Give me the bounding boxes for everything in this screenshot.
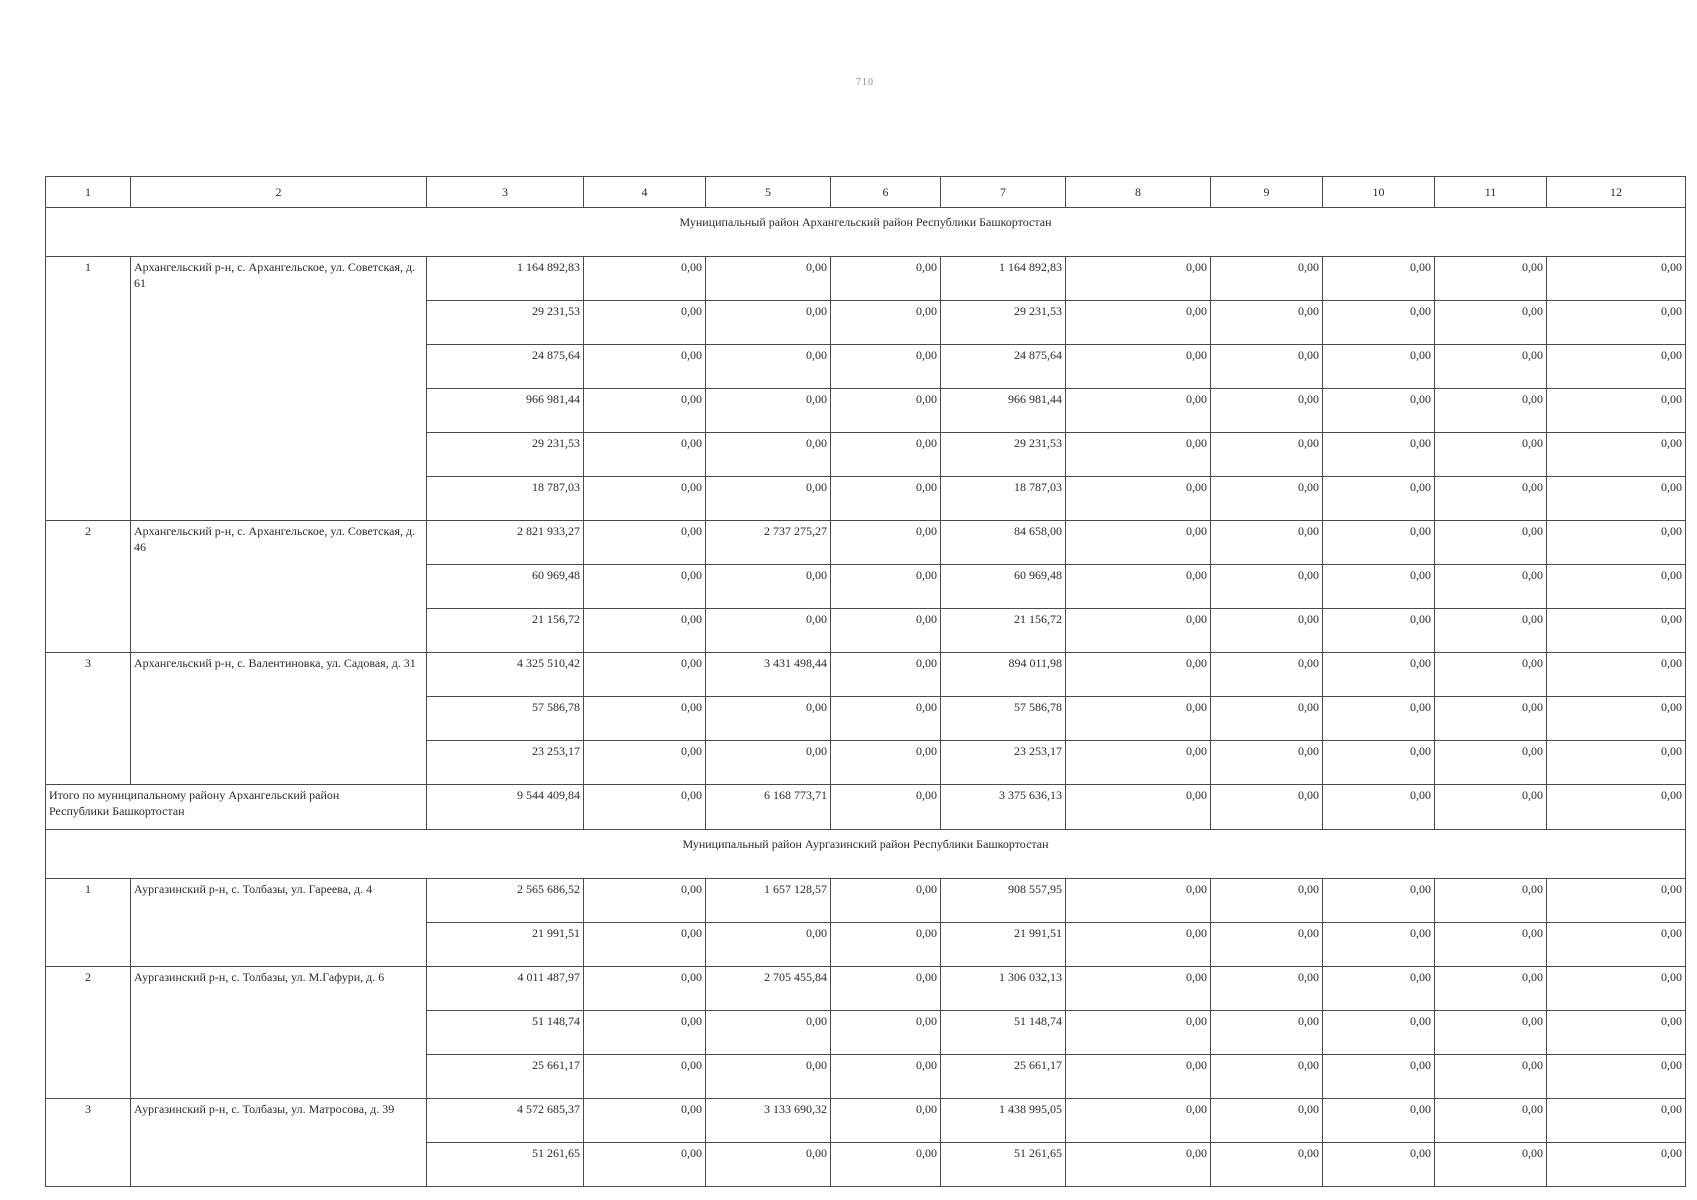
total-label: Итого по муниципальному району Архангельский район Республики Башкортостан [49,788,340,818]
value-cell: 0,00 [831,345,941,389]
value-cell: 0,00 [1211,923,1323,967]
value-cell: 0,00 [1435,967,1547,1011]
total-value-cell: 0,00 [1435,785,1547,830]
value-cell: 0,00 [584,1099,706,1143]
value-cell: 0,00 [1211,1011,1323,1055]
value-cell: 0,00 [706,1143,831,1187]
value-cell: 0,00 [1435,609,1547,653]
value-cell: 21 991,51 [427,923,584,967]
value-cell: 0,00 [1435,1011,1547,1055]
value-cell: 0,00 [831,301,941,345]
value-cell: 0,00 [1435,741,1547,785]
value-cell: 0,00 [831,741,941,785]
value-cell: 23 253,17 [427,741,584,785]
value-cell: 0,00 [1547,879,1686,923]
table-row [46,879,1686,923]
value-cell: 0,00 [831,433,941,477]
value-cell: 0,00 [1435,521,1547,565]
value-cell: 0,00 [1323,521,1435,565]
value-cell: 0,00 [831,609,941,653]
table-row [46,1099,1686,1143]
value-cell: 0,00 [1211,741,1323,785]
value-cell: 0,00 [1547,345,1686,389]
value-cell: 57 586,78 [427,697,584,741]
value-cell: 0,00 [1323,389,1435,433]
value-cell: 0,00 [1323,967,1435,1011]
value-cell: 0,00 [1435,653,1547,697]
value-cell: 0,00 [831,1099,941,1143]
value-cell: 0,00 [1547,653,1686,697]
total-value-cell: 0,00 [831,785,941,830]
value-cell: 0,00 [1323,697,1435,741]
value-cell: 0,00 [831,967,941,1011]
value-cell: 24 875,64 [941,345,1066,389]
value-cell: 0,00 [706,1055,831,1099]
table-row [46,257,1686,301]
value-cell: 0,00 [706,433,831,477]
value-cell: 0,00 [831,477,941,521]
value-cell: 894 011,98 [941,653,1066,697]
value-cell: 0,00 [584,1055,706,1099]
value-cell: 0,00 [1211,521,1323,565]
row-number: 2 [46,967,131,1099]
value-cell: 0,00 [706,1011,831,1055]
value-cell: 966 981,44 [941,389,1066,433]
value-cell: 0,00 [1066,1099,1211,1143]
value-cell: 1 657 128,57 [706,879,831,923]
value-cell: 0,00 [1066,389,1211,433]
value-cell: 0,00 [584,565,706,609]
value-cell: 0,00 [706,345,831,389]
address-cell [131,967,427,1099]
value-cell: 0,00 [1211,257,1323,301]
address-text: Архангельский р-н, с. Архангельское, ул. Советская, д. 61 [134,260,416,290]
value-cell: 0,00 [1211,1099,1323,1143]
value-cell: 0,00 [831,1011,941,1055]
value-cell: 0,00 [1066,653,1211,697]
value-cell: 0,00 [1066,433,1211,477]
value-cell: 0,00 [1323,565,1435,609]
value-cell: 0,00 [1323,923,1435,967]
column-header: 12 [1547,177,1686,208]
value-cell: 0,00 [831,653,941,697]
value-cell: 0,00 [1066,565,1211,609]
value-cell: 0,00 [831,697,941,741]
value-cell: 0,00 [1547,1143,1686,1187]
value-cell: 0,00 [831,1055,941,1099]
value-cell: 0,00 [831,923,941,967]
value-cell: 0,00 [584,345,706,389]
value-cell: 23 253,17 [941,741,1066,785]
value-cell: 2 737 275,27 [706,521,831,565]
total-row [46,785,1686,830]
section-title-row [46,830,1686,879]
value-cell: 1 164 892,83 [427,257,584,301]
value-cell: 0,00 [1547,301,1686,345]
value-cell: 0,00 [831,879,941,923]
value-cell: 0,00 [1323,1055,1435,1099]
value-cell: 2 565 686,52 [427,879,584,923]
address-cell [131,653,427,785]
value-cell: 0,00 [584,653,706,697]
value-cell: 0,00 [1211,433,1323,477]
value-cell: 0,00 [584,967,706,1011]
value-cell: 51 261,65 [941,1143,1066,1187]
value-cell: 0,00 [1066,301,1211,345]
column-header: 9 [1211,177,1323,208]
column-header-row [46,177,1686,208]
column-header: 6 [831,177,941,208]
value-cell: 0,00 [1435,565,1547,609]
value-cell: 0,00 [584,257,706,301]
column-header: 5 [706,177,831,208]
value-cell: 0,00 [1066,741,1211,785]
value-cell: 0,00 [1211,477,1323,521]
value-cell: 25 661,17 [941,1055,1066,1099]
value-cell: 0,00 [584,477,706,521]
column-header: 3 [427,177,584,208]
value-cell: 0,00 [1211,879,1323,923]
value-cell: 4 011 487,97 [427,967,584,1011]
value-cell: 0,00 [831,389,941,433]
value-cell: 3 431 498,44 [706,653,831,697]
address-text: Аургазинский р-н, с. Толбазы, ул. Матросова, д. 39 [134,1102,395,1116]
value-cell: 0,00 [831,565,941,609]
value-cell: 0,00 [584,609,706,653]
value-cell: 3 133 690,32 [706,1099,831,1143]
value-cell: 57 586,78 [941,697,1066,741]
total-value-cell: 3 375 636,13 [941,785,1066,830]
value-cell: 0,00 [706,697,831,741]
value-cell: 0,00 [1211,389,1323,433]
value-cell: 60 969,48 [941,565,1066,609]
column-header: 10 [1323,177,1435,208]
value-cell: 0,00 [831,521,941,565]
value-cell: 0,00 [1323,477,1435,521]
value-cell: 24 875,64 [427,345,584,389]
value-cell: 18 787,03 [941,477,1066,521]
value-cell: 0,00 [706,477,831,521]
column-header: 4 [584,177,706,208]
value-cell: 0,00 [1323,879,1435,923]
value-cell: 0,00 [706,741,831,785]
value-cell: 51 148,74 [941,1011,1066,1055]
value-cell: 0,00 [1547,967,1686,1011]
value-cell: 0,00 [1547,565,1686,609]
value-cell: 0,00 [706,923,831,967]
total-value-cell: 6 168 773,71 [706,785,831,830]
value-cell: 0,00 [584,301,706,345]
address-text: Архангельский р-н, с. Валентиновка, ул. Садовая, д. 31 [134,656,416,670]
value-cell: 0,00 [1066,609,1211,653]
total-label-cell [46,785,427,830]
value-cell: 29 231,53 [427,433,584,477]
value-cell: 0,00 [1066,521,1211,565]
total-value-cell: 0,00 [1547,785,1686,830]
column-header: 2 [131,177,427,208]
budget-table [45,176,1686,1187]
value-cell: 0,00 [1211,1143,1323,1187]
address-text: Аургазинский р-н, с. Толбазы, ул. Гареева, д. 4 [134,882,373,896]
value-cell: 2 821 933,27 [427,521,584,565]
total-value-cell: 0,00 [1211,785,1323,830]
value-cell: 0,00 [1435,1055,1547,1099]
value-cell: 0,00 [1211,653,1323,697]
value-cell: 0,00 [584,1143,706,1187]
value-cell: 25 661,17 [427,1055,584,1099]
address-text: Аургазинский р-н, с. Толбазы, ул. М.Гафури, д. 6 [134,970,385,984]
value-cell: 0,00 [584,1011,706,1055]
value-cell: 0,00 [1066,1011,1211,1055]
value-cell: 0,00 [706,389,831,433]
value-cell: 0,00 [1211,697,1323,741]
column-header: 8 [1066,177,1211,208]
value-cell: 0,00 [1323,257,1435,301]
column-header: 1 [46,177,131,208]
value-cell: 18 787,03 [427,477,584,521]
value-cell: 0,00 [1066,345,1211,389]
value-cell: 0,00 [1547,257,1686,301]
value-cell: 51 261,65 [427,1143,584,1187]
value-cell: 29 231,53 [941,433,1066,477]
value-cell: 1 164 892,83 [941,257,1066,301]
value-cell: 2 705 455,84 [706,967,831,1011]
value-cell: 0,00 [584,923,706,967]
page-number: 710 [856,77,874,88]
value-cell: 0,00 [1435,257,1547,301]
value-cell: 0,00 [1547,477,1686,521]
address-cell [131,879,427,967]
value-cell: 0,00 [706,565,831,609]
address-text: Архангельский р-н, с. Архангельское, ул. Советская, д. 46 [134,524,416,554]
value-cell: 0,00 [1323,741,1435,785]
table-body [46,177,1686,1187]
value-cell: 0,00 [584,433,706,477]
value-cell: 0,00 [1211,345,1323,389]
value-cell: 0,00 [1435,1099,1547,1143]
value-cell: 0,00 [1435,301,1547,345]
value-cell: 4 325 510,42 [427,653,584,697]
value-cell: 4 572 685,37 [427,1099,584,1143]
value-cell: 0,00 [1547,1099,1686,1143]
value-cell: 0,00 [1066,697,1211,741]
column-header: 7 [941,177,1066,208]
value-cell: 0,00 [1323,1011,1435,1055]
value-cell: 0,00 [1547,697,1686,741]
table-row [46,521,1686,565]
value-cell: 0,00 [706,301,831,345]
value-cell: 0,00 [1066,1143,1211,1187]
row-number: 1 [46,879,131,967]
section-title: Муниципальный район Архангельский район Республики Башкортостан [46,208,1686,257]
value-cell: 0,00 [1323,653,1435,697]
value-cell: 0,00 [1547,1011,1686,1055]
value-cell: 29 231,53 [941,301,1066,345]
value-cell: 0,00 [1435,697,1547,741]
value-cell: 0,00 [584,521,706,565]
total-value-cell: 0,00 [1066,785,1211,830]
value-cell: 29 231,53 [427,301,584,345]
value-cell: 0,00 [1323,1099,1435,1143]
value-cell: 0,00 [1547,389,1686,433]
value-cell: 0,00 [1547,521,1686,565]
value-cell: 0,00 [1323,345,1435,389]
value-cell: 0,00 [584,697,706,741]
value-cell: 0,00 [1435,433,1547,477]
value-cell: 0,00 [1323,1143,1435,1187]
value-cell: 0,00 [1547,609,1686,653]
value-cell: 0,00 [1323,433,1435,477]
value-cell: 0,00 [584,741,706,785]
table-row [46,653,1686,697]
column-header: 11 [1435,177,1547,208]
total-value-cell: 0,00 [1323,785,1435,830]
value-cell: 0,00 [1211,967,1323,1011]
table-row [46,967,1686,1011]
value-cell: 0,00 [1547,741,1686,785]
value-cell: 0,00 [1547,923,1686,967]
total-value-cell: 9 544 409,84 [427,785,584,830]
value-cell: 0,00 [1435,345,1547,389]
value-cell: 21 156,72 [941,609,1066,653]
row-number: 3 [46,653,131,785]
value-cell: 0,00 [706,609,831,653]
value-cell: 0,00 [1435,1143,1547,1187]
value-cell: 0,00 [831,1143,941,1187]
value-cell: 1 306 032,13 [941,967,1066,1011]
value-cell: 51 148,74 [427,1011,584,1055]
total-value-cell: 0,00 [584,785,706,830]
value-cell: 0,00 [1435,923,1547,967]
address-cell [131,521,427,653]
value-cell: 0,00 [1066,879,1211,923]
value-cell: 21 991,51 [941,923,1066,967]
value-cell: 0,00 [1066,967,1211,1011]
value-cell: 908 557,95 [941,879,1066,923]
value-cell: 0,00 [1435,879,1547,923]
address-cell [131,257,427,521]
value-cell: 0,00 [1066,257,1211,301]
value-cell: 0,00 [1211,565,1323,609]
value-cell: 0,00 [1323,609,1435,653]
value-cell: 0,00 [706,257,831,301]
value-cell: 1 438 995,05 [941,1099,1066,1143]
value-cell: 21 156,72 [427,609,584,653]
value-cell: 60 969,48 [427,565,584,609]
section-title-row [46,208,1686,257]
section-title: Муниципальный район Аургазинский район Республики Башкортостан [46,830,1686,879]
value-cell: 0,00 [1211,609,1323,653]
value-cell: 0,00 [1211,1055,1323,1099]
value-cell: 0,00 [1066,477,1211,521]
row-number: 1 [46,257,131,521]
address-cell [131,1099,427,1187]
value-cell: 0,00 [1211,301,1323,345]
value-cell: 966 981,44 [427,389,584,433]
row-number: 3 [46,1099,131,1187]
value-cell: 0,00 [1547,1055,1686,1099]
value-cell: 0,00 [584,879,706,923]
value-cell: 0,00 [1066,923,1211,967]
value-cell: 0,00 [1323,301,1435,345]
value-cell: 0,00 [1435,477,1547,521]
value-cell: 0,00 [584,389,706,433]
value-cell: 84 658,00 [941,521,1066,565]
row-number: 2 [46,521,131,653]
value-cell: 0,00 [831,257,941,301]
value-cell: 0,00 [1435,389,1547,433]
value-cell: 0,00 [1547,433,1686,477]
value-cell: 0,00 [1066,1055,1211,1099]
